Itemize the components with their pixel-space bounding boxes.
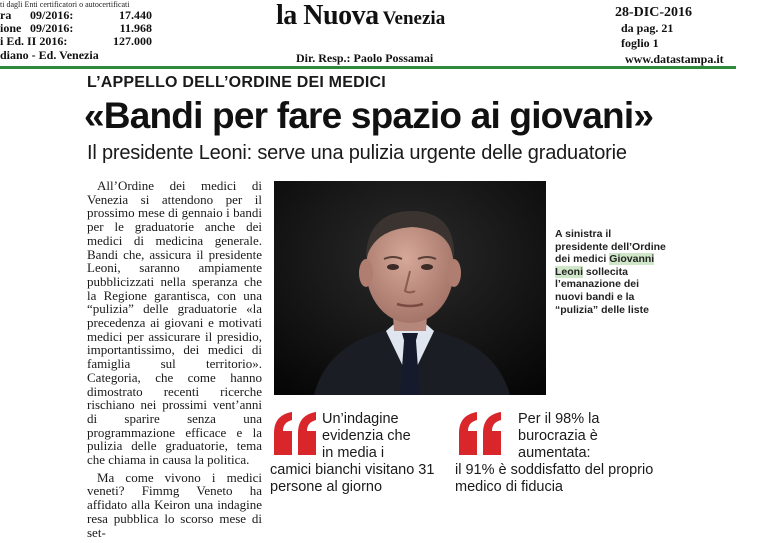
circulation-stats bbox=[0, 0, 160, 62]
portrait-illustration bbox=[274, 181, 546, 395]
header-rule bbox=[0, 66, 736, 69]
stats-row: ra 09/2016: 17.440 bbox=[0, 8, 152, 22]
newspaper-name: la Nuova bbox=[276, 0, 379, 31]
quote-text: Un’indagine evidenzia che in media i bbox=[322, 411, 411, 461]
quote-mark-icon bbox=[270, 411, 322, 457]
caption-name-first: Giovanni bbox=[609, 253, 655, 266]
caption-text: sollecita l’emanazione dei nuovi bandi e la “pulizia” delle liste bbox=[555, 265, 649, 316]
edition-label: diano - Ed. Venezia bbox=[0, 48, 99, 62]
sheet-ref: foglio 1 bbox=[621, 36, 659, 50]
article-headline: «Bandi per fare spazio ai giovani» bbox=[84, 95, 654, 136]
body-paragraph: Ma come vivono i medici veneti? Fimmg Veneto ha affidato alla Keiron una indagine resa pubblica lo scorso mese di set- bbox=[87, 469, 262, 540]
photo-caption bbox=[555, 228, 667, 316]
stats-value: 11.968 bbox=[119, 21, 152, 35]
newspaper-masthead bbox=[276, 0, 445, 32]
director-line: Dir. Resp.: Paolo Possamai bbox=[296, 51, 434, 65]
stats-value: 127.000 bbox=[113, 34, 152, 48]
stats-label: ra bbox=[0, 8, 12, 22]
stats-row bbox=[0, 35, 160, 48]
quote-text: il 91% è soddisfatto del proprio medico di fiducia bbox=[455, 462, 654, 495]
article-subhead: Il presidente Leoni: serve una pulizia urgente delle graduatorie bbox=[87, 142, 627, 164]
clipping-date: 28-DIC-2016 bbox=[615, 5, 692, 20]
caption-name-last: Leoni bbox=[555, 265, 583, 278]
stats-label: i Ed. II 2016: bbox=[0, 34, 68, 48]
stats-row: ione 09/2016: 11.968 bbox=[0, 21, 152, 35]
quote-text: camici bianchi visitano 31 persone al giorno bbox=[270, 462, 435, 495]
article-body bbox=[87, 179, 262, 543]
source-site: www.datastampa.it bbox=[625, 52, 724, 66]
stats-note: ti dagli Enti certificatori o autocertificati bbox=[0, 0, 130, 9]
quote-mark-icon bbox=[455, 411, 507, 457]
portrait-photo bbox=[274, 181, 546, 395]
stats-label: ione bbox=[0, 21, 22, 35]
clipping-meta bbox=[615, 5, 735, 66]
clipping-header bbox=[0, 0, 774, 68]
page-ref: da pag. 21 bbox=[621, 21, 674, 35]
article-kicker: L’APPELLO DELL’ORDINE DEI MEDICI bbox=[87, 74, 386, 91]
caption-text: A sinistra il presidente dell’Ordine dei medici bbox=[555, 228, 666, 266]
pull-quote bbox=[455, 411, 665, 495]
newspaper-city: Venezia bbox=[382, 8, 446, 29]
quote-text: Per il 98% la burocrazia è aumentata: bbox=[518, 411, 600, 461]
pull-quote bbox=[270, 411, 460, 495]
stats-value: 17.440 bbox=[119, 8, 152, 22]
body-paragraph: All’Ordine dei medici di Venezia si attendono per il prossimo mese di gennaio i bandi per le graduatorie anche dei medici di medicina generale. Bandi che, assicura il presidente Leoni, saranno ampiamente pubblicizzati nella speranza che la Regione garantisca, con una “pulizia” delle graduatorie «la precedenza ai giovani e motivati medici per assicurare il presidio, importantissimo, dei medici di famiglia sul territorio». Categoria, che come hanno dimostrato recenti ricerche rischiano nei prossimi vent’anni di sparire senza una programmazione efficace e la pulizia delle graduatorie, tema che chiama in causa la politica. bbox=[87, 178, 262, 468]
